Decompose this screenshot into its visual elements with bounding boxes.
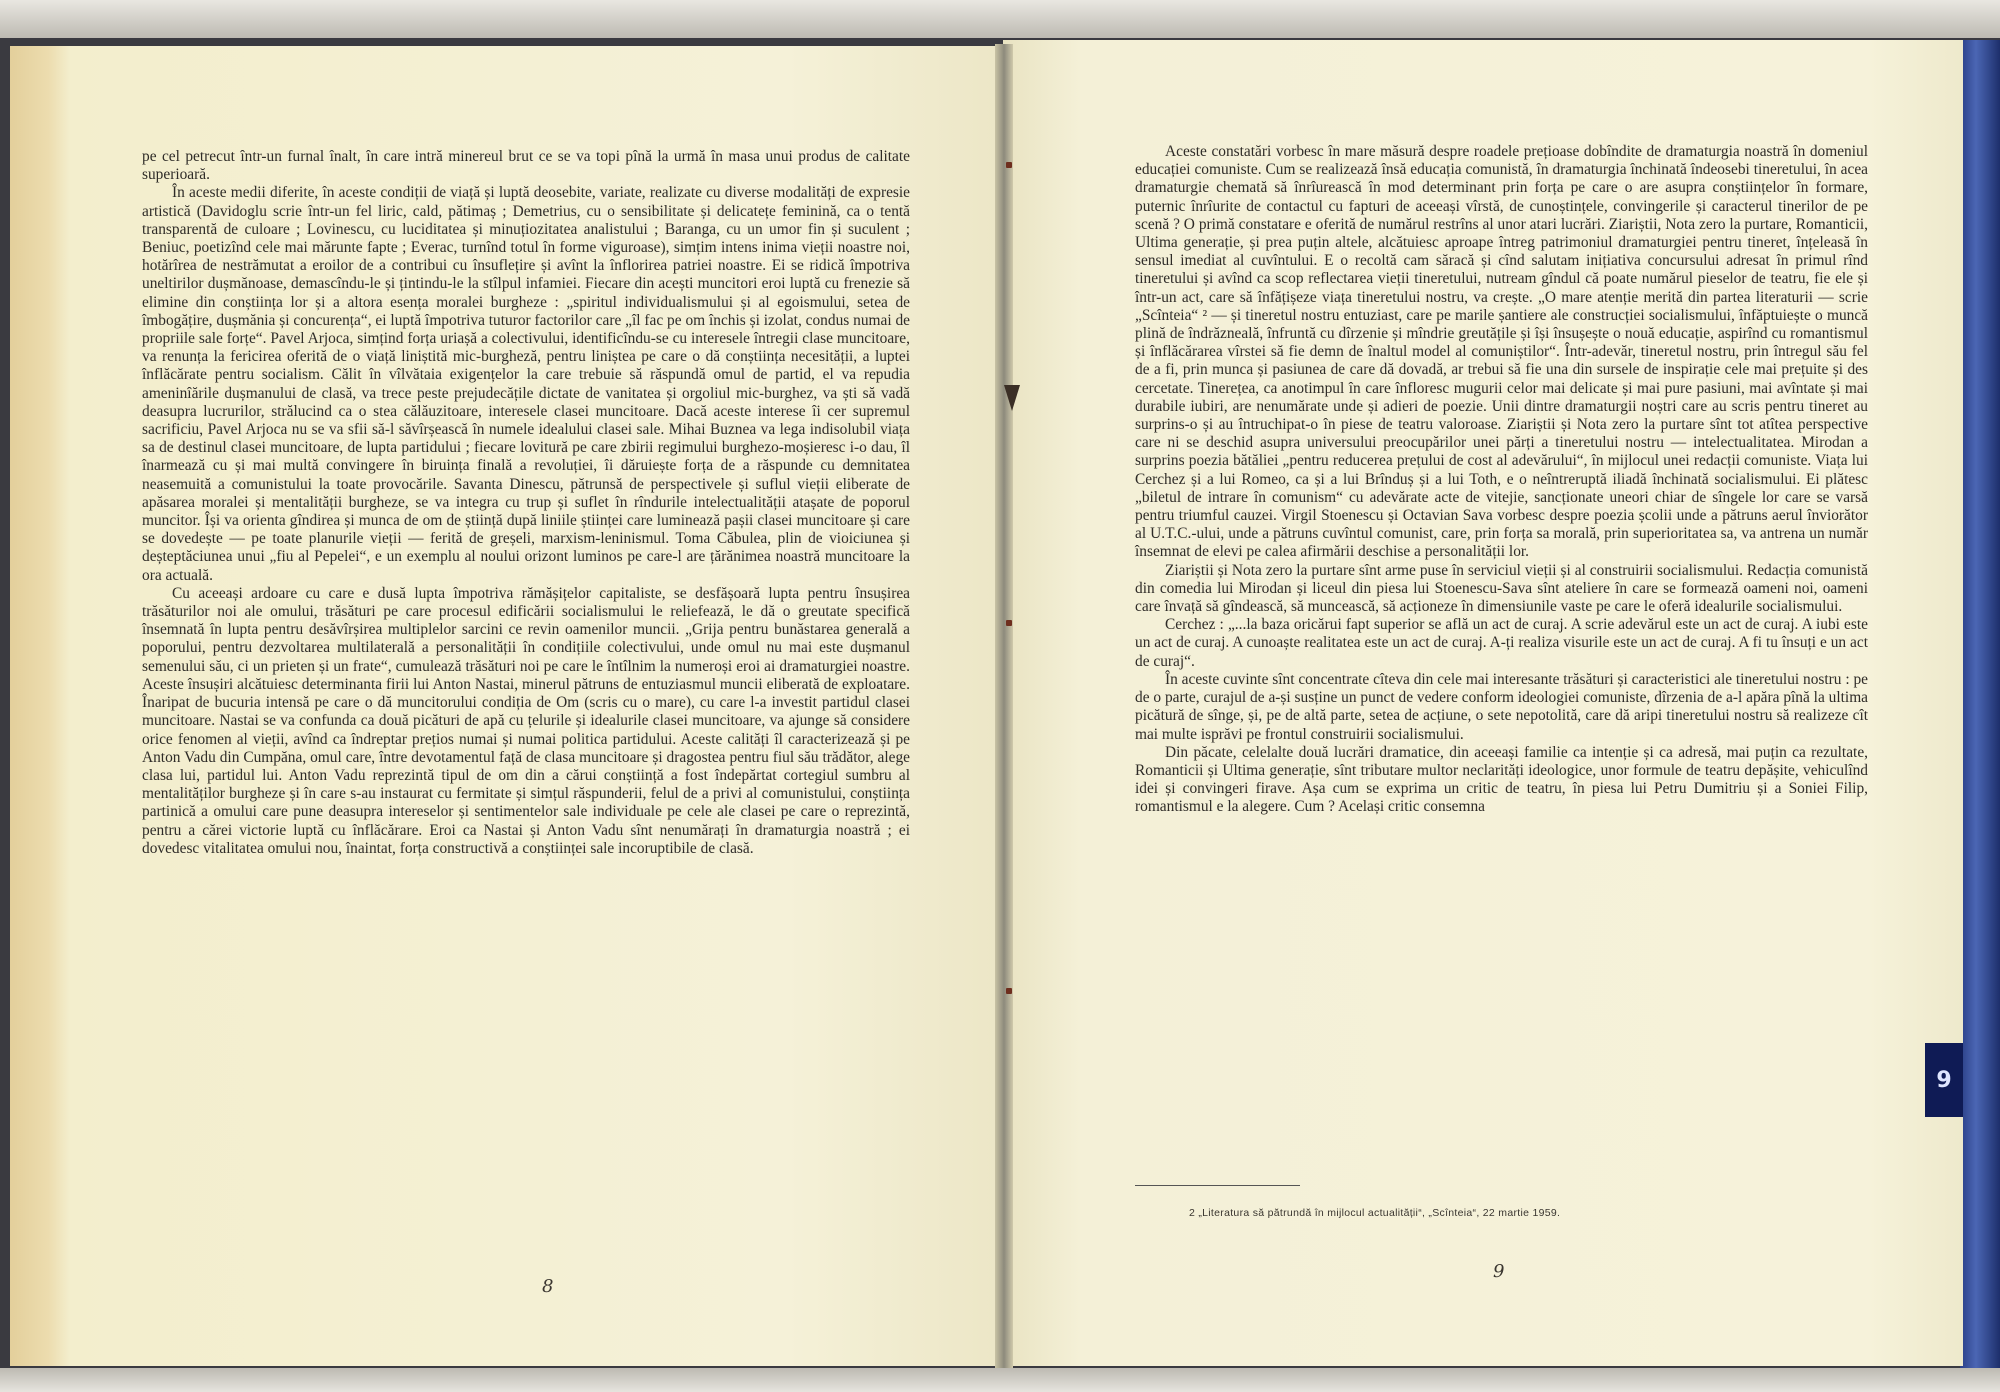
footnote: 2 „Literatura să pătrundă în mijlocul actualității“, „Scînteia“, 22 martie 1959. <box>1189 1207 1561 1219</box>
page-number: 8 <box>542 1276 554 1297</box>
left-page <box>10 46 1005 1366</box>
left-page-text <box>142 148 910 858</box>
right-page <box>1003 40 1963 1366</box>
book-cover-edge <box>1960 40 2000 1368</box>
scan-background-bottom <box>0 1368 2000 1392</box>
right-page-text <box>1135 143 1868 817</box>
binding-stitch <box>1006 988 1012 994</box>
book-gutter <box>995 44 1013 1368</box>
binding-stitch <box>1006 162 1012 168</box>
paragraph: Ziariștii și Nota zero la purtare sînt arme puse în serviciul vieții și al construirii socialismului. Redacția comunistă din comedia lui Mirodan și liceul din piesa lui Stoenescu-Sava sînt ateliere în care se formează oameni noi, oameni care învață să gîndească, să muncească, să acționeze în dimensiunile vaste pe care le oferă idealurile socialismului. <box>1135 561 1868 616</box>
page-edge-tab: 9 <box>1925 1043 1963 1117</box>
scan-background-top <box>0 0 2000 38</box>
page-number: 9 <box>1493 1261 1505 1282</box>
binding-stitch <box>1006 620 1012 626</box>
paragraph: În aceste medii diferite, în aceste condiții de viață și luptă deosebite, variate, realizate cu diverse modalități de expresie artistică (Davidoglu scrie într-un fel liric, cald, pătimaș ; Demetrius, cu o sensibilitate și delicatețe feminină, ca o tentă transparentă de culoare ; Lovinescu, cu luciditatea și minuțiozitatea analistului ; Baranga, cu un umor fin și suculent ; Beniuc, poetizînd cele mai mărunte fapte ; Everac, turnînd totul în forme viguroase), simțim intens inima vieții noastre noi, hotărîrea de nestrămutat a eroilor de a contribui cu însuflețire și avînt la înflorirea patriei noastre. Ei se ridică împotriva uneltirilor dușmănoase, demascîndu-le și țintindu-le la stîlpul infamiei. Fiecare din acești muncitori eroi luptă cu frenezie să elimine din conștiința lor și a altora esența moralei burgheze : „spiritul individualismului și al egoismului, setea de îmbogățire, dușmănia și concurența“, ei luptă împotriva tuturor factorilor care „îl fac pe om închis și izolat, condus numai de propriile sale forțe“. Pavel Arjoca, simțind forța uriașă a colectivului, identificîndu-se cu interesele întregii clase muncitoare, va renunța la fericirea oferită de o viață liniștită mic-burgheză, pentru liniștea pe care o dă conștiința necesității, a luptei înflăcărate pentru socialism. Călit în vîlvătaia exigențelor la care trebuie să răspundă omul de partid, el va repudia ameninîările dușmanului de clasă, va trece peste prejudecățile dictate de vanitatea și orgoliul mic-burghez, va ști să vadă deasupra lucrurilor, strălucind ca o stea călăuzitoare, interesele clasei muncitoare. Dacă aceste interese îi cer supremul sacrificiu, Pavel Arjoca nu se va sfii să-l săvîrșească în numele idealului clasei sale. Mihai Buznea va lega indisolubil viața sa de destinul clasei muncitoare, de lupta partidului ; fiecare lovitură pe care zbirii regimului burghezo-moșieresc i-o dau, îl înarmează cu și mai multă convingere în biruința finală a revoluției, îi dăruiește forța de a răspunde cu demnitatea neasemuită a comunistului la toate provocările. Savanta Dinescu, pătrunsă de perspectivele și suflul vieții eliberate de apăsarea moralei și mentalității burgheze, se va integra cu trup și suflet în rîndurile intelectualității atașate de poporul muncitor. Își va orienta gîndirea și munca de om de știință după liniile științei care luminează pașii clasei muncitoare și care se dovedește — pe toate planurile vieții — ferită de greșeli, marxism-leninismul. Toma Căbulea, plin de vioiciunea și deșteptăciunea unui „fiu al Pepelei“, e un exemplu al noului orizont luminos pe care-l are țărănimea noastră muncitoare la ora actuală. <box>142 184 910 584</box>
footnote-separator <box>1135 1185 1300 1186</box>
paragraph: Cu aceeași ardoare cu care e dusă lupta împotriva rămășițelor capitaliste, se desfășoară lupta pentru însușirea trăsăturilor noi ale omului, trăsături pe care procesul edificării socialismului le reliefează, le dă o greutate specifică însemnată în lupta pentru desăvîrșirea multiplelor sarcini ce revin oamenilor muncii. „Grija pentru bunăstarea generală a poporului, pentru dezvoltarea multilaterală a personalității în condițiile colectivului, unde omul nu mai este dușmanul semenului său, ci un prieten și un frate“, cumulează trăsături noi pe care le întîlnim la numeroși eroi ai dramaturgiei noastre. Aceste însușiri alcătuiesc determinanta firii lui Anton Nastai, minerul pătruns de entuziasmul muncii eliberată de exploatare. Înaripat de bucuria intensă pe care o dă muncitorului condiția de Om (scris cu o mare), cu care l-a investit partidul clasei muncitoare. Nastai se va confunda ca două picături de apă cu țelurile și idealurile clasei muncitoare, va ajunge să considere orice fenomen al vieții, avînd ca îndreptar prețios numai și numai politica partidului. Aceste calități îl caracterizează și pe Anton Vadu din Cumpăna, omul care, între devotamentul față de clasa muncitoare și dragostea pentru fiul său trădător, alege clasa lui, partidul lui. Anton Vadu reprezintă tipul de om din a cărui conștiință a fost îndepărtat cortegiul sumbru al mentalităților burgheze și în care s-au instaurat cu fermitate și simțul răspunderii, felul de a privi al comunistului, conștiința partinică a omului care pune deasupra intereselor și sentimentelor sale individuale pe cele ale clasei pe care o reprezintă, pentru a cărei victorie luptă cu înflăcărare. Eroi ca Nastai și Anton Vadu sînt nenumărați în dramaturgia noastră ; ei dovedesc vitalitatea omului nou, înaintat, forța constructivă a conștiinței sale incoruptibile de clasă. <box>142 584 910 857</box>
paragraph: În aceste cuvinte sînt concentrate cîteva din cele mai interesante trăsături și caracteristici ale tineretului nostru : pe de o parte, curajul de a-și susține un punct de vedere conform ideologiei comuniste, dîrzenia de a-l apăra pînă la ultima picătură de sînge, și, pe de altă parte, setea de acțiune, o sete nepotolită, care dă aripi tineretului nostru să realizeze cît mai multe isprăvi pe frontul construirii socialismului. <box>1135 670 1868 743</box>
paragraph: pe cel petrecut într-un furnal înalt, în care intră minereul brut ce se va topi pînă la urmă în masa unui produs de calitate superioară. <box>142 148 910 184</box>
paragraph: Aceste constatări vorbesc în mare măsură despre roadele prețioase dobîndite de dramaturgia noastră în domeniul educației comuniste. Cum se realizează însă educația comunistă, în dramaturgia închinată îndeosebi tineretului, în acea dramaturgie chemată să înrîurească în mod determinant prin forța pe care o are asupra conștiințelor în formare, puternic înrîurite de contactul cu fapturi de aceeași vîrstă, de cunoștințele, convingerile și caracterul tinerilor de pe scenă ? O primă constatare e oferită de numărul restrîns al unor atari lucrări. Ziariștii, Nota zero la purtare, Romanticii, Ultima generație, și prea puțin altele, alcătuiesc aproape întreg patrimoniul dramaturgiei pentru tineret, înțeleasă în sensul imediat al cuvîntului. E o recoltă cam săracă și cînd salutam inițiativa concursului adresat în primul rînd tineretului și avînd ca scop reflectarea vieții tineretului, nutream gîndul că poate numărul pieselor de teatru, fie ele și într-un act, care să înfățișeze viața tineretului nostru, va crește. „O mare atenție merită din partea literaturii — scrie „Scînteia“ ² — și tineretul nostru entuziast, care pe marile șantiere ale construcției socialismului, înfăptuiește o muncă plină de îndrăzneală, înfruntă cu dîrzenie și mîndrie greutățile și își însușește o nouă educație, aspirînd cu romantismul și înflăcărarea vîrstei să fie demn de înaltul model al comuniștilor“. Într-adevăr, tineretul nostru, prin întregul său fel de a fi, prin munca și pasiunea de care dă dovadă, ar trebui să fie una din sursele de inspirație cele mai prețuite și des cercetate. Tinerețea, ca anotimpul în care înfloresc mugurii celor mai delicate și mai pure pasiuni, mai avîntate și mai durabile iubiri, are nenumărate unde și adieri de poezie. Unii dintre dramaturgii noștri care au scris pentru tineret au surprins-o și au întruchipat-o în piese de teatru valoroase. Ziariștii și Nota zero la purtare sînt tot atîtea perspective care ni se deschid asupra universului preocupărilor unei părți a tineretului nostru — intelectualitatea. Mirodan a surprins poezia bătăliei „pentru reducerea prețului de cost al adevărului“, în mijlocul unei redacții comuniste. Viața lui Cerchez și a lui Romeo, ca și a lui Brînduș și a lui Toth, e o neîntreruptă iliadă închinată socialismului. Ei plătesc „biletul de intrare în comunism“ cu adevărate acte de vitejie, sancționate uneori chiar de sîngele lor care se varsă pentru triumful cauzei. Virgil Stoenescu și Octavian Sava vorbesc despre poezia școlii unde a pătruns aerul înviorător al U.T.C.-ului, unde a pătruns cuvîntul comunist, care, prin forța sa morală, prin superioritatea sa, va antrena un număr însemnat de elevi pe calea afirmării deschise a personalității lor. <box>1135 143 1868 561</box>
paragraph: Cerchez : „...la baza oricărui fapt superior se află un act de curaj. A scrie adevărul este un act de curaj. A iubi este un act de curaj. A cunoaște realitatea este un act de curaj. A-ți realiza visurile este un act de curaj. A fi tu însuți e un act de curaj“. <box>1135 616 1868 670</box>
paragraph: Din păcate, celelalte două lucrări dramatice, din aceeași familie ca intenție și ca adresă, mai puțin ca rezultate, Romanticii și Ultima generație, sînt tributare multor neclarități ideologice, unor formule de teatru depășite, vehiculînd idei și convingeri firave. Așa cum se exprima un critic de teatru, în piesa lui Petru Dumitriu și a Soniei Filip, romantismul e la alegere. Cum ? Același critic consemna <box>1135 743 1868 816</box>
binding-notch <box>1004 385 1020 411</box>
